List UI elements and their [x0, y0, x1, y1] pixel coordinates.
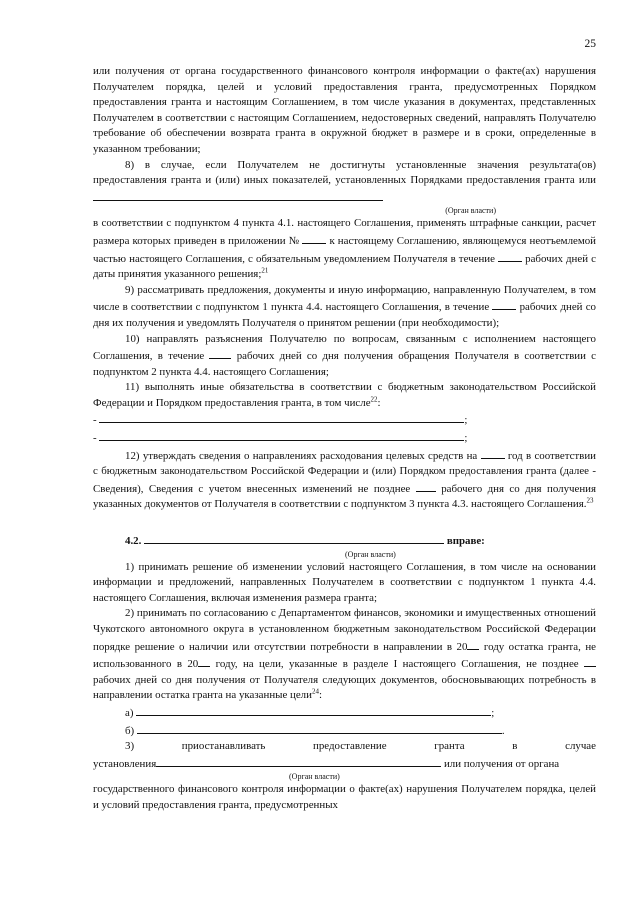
blank-line — [498, 250, 522, 262]
semicolon: ; — [464, 414, 468, 427]
caption-organ-vlasti: (Орган власти) — [445, 206, 496, 216]
section-4-2-heading — [93, 532, 596, 550]
right-3-first-line — [93, 739, 596, 755]
paragraph-10-a: 10) направлять разъяснения Получателю по вопросам, связанным с исполнением настоящего Соглашения, в течение — [93, 332, 596, 363]
paragraph-8-cont-b: к настоящему Соглашению, являющемуся неотъемлемой частью настоящего Соглашения, с обязательным уведомлением Получателя в течение — [93, 234, 597, 265]
period: . — [501, 724, 505, 737]
blank-line — [144, 532, 444, 544]
blank-line — [93, 189, 383, 201]
dash-item-1 — [93, 411, 596, 429]
right-3-word: в — [512, 740, 518, 753]
blank-line — [467, 638, 479, 650]
colon: : — [318, 689, 322, 702]
right-3-word: приостанавливать — [181, 740, 266, 753]
right-2-a: 2) принимать по согласованию с Департаментом финансов, экономики и имущественных отношений Чукотского автономного округа в установленном бюджетным законодательством Российской Федерации порядке решение о наличии или отсутствии потребности в направлении в 20 — [93, 607, 596, 653]
dash-item-2 — [93, 429, 596, 447]
blank-line — [481, 447, 505, 459]
footnote-ref-24: 24 — [311, 687, 319, 696]
right-3-word: предоставление — [313, 740, 387, 753]
paragraph-11-text: 11) выполнять иные обязательства в соответствии с бюджетным законодательством Российской Федерации и Порядком предоставления гранта, в том числе — [93, 381, 596, 409]
paragraph-12-b: год в соответствии с бюджетным законодательством Российской Федерации и (или) Порядком предоставления гранта (далее - Сведения), Сведения с учетом внесенных изменений не позднее — [93, 449, 596, 495]
dash: - — [93, 432, 97, 445]
section-vprave: вправе: — [446, 535, 485, 548]
caption-organ-vlasti: (Орган власти) — [289, 772, 340, 782]
blank-line — [302, 232, 326, 244]
paragraph-12 — [93, 447, 596, 513]
blank-line — [198, 655, 210, 667]
right-3-rest: или получения от органа — [443, 757, 560, 770]
item-letter: а) — [125, 706, 134, 719]
blank-line — [156, 755, 441, 767]
blank-line — [416, 480, 436, 492]
paragraph-10 — [93, 332, 596, 381]
blank-line — [99, 429, 464, 441]
blank-line — [584, 655, 596, 667]
blank-line — [99, 411, 464, 423]
right-3-second-line — [93, 755, 596, 773]
blank-line — [209, 347, 231, 359]
right-3-continued: государственного финансового контроля информации о факте(ах) нарушения Получателем порядка, целей и условий предоставления гранта, предусмотренных — [93, 783, 596, 811]
right-2-c: году, на цели, указанные в разделе I настоящего Соглашения, не позднее — [215, 658, 579, 671]
blank-line — [492, 298, 516, 310]
right-2-d: рабочих дней со дня получения от Получателя следующих документов, обосновывающих потребность в направлении остатка гранта на указанные цели — [93, 673, 596, 702]
paragraph-8-continued — [93, 216, 596, 282]
semicolon: ; — [491, 706, 495, 719]
dash: - — [93, 414, 97, 427]
right-1: 1) принимать решение об изменении условий настоящего Соглашения, в том числе на основании информации и предложений, направленных Получателем в соответствии с подпунктом 1 пункта 4.4. настоящего Соглашения, включая изменения размера гранта; — [93, 560, 596, 604]
list-item-a — [93, 704, 596, 722]
caption-organ-vlasti: (Орган власти) — [345, 549, 396, 559]
footnote-ref-21: 21 — [261, 266, 269, 275]
paragraph-9-b: рабочих дней со дня их получения и уведомлять Получателя о принятом решении (при необходимости); — [93, 301, 596, 329]
paragraph-11: 11) выполнять иные обязательства в соответствии с бюджетным законодательством Российской Федерации и Порядком предоставления гранта, в том числе$^{22}$: — [93, 381, 596, 409]
paragraph-intro: или получения от органа государственного финансового контроля информации о факте(ах) нарушения Получателем порядка, целей и условий предоставления гранта, предусмотренных Порядком предоставления гранта и настоящим Соглашением, в том числе указания в документах, представленных Получателем в соответствии с настоящим Соглашением, недостоверных сведений, направлять Получателю требование об обеспечении возврата гранта в окружной бюджет в размере и в сроки, определенные в указанном требовании; — [93, 65, 596, 155]
paragraph-12-c: рабочего дня со дня получения указанных документов от Получателя в соответствии с подпунктом 3 пункта 4.3. настоящего Соглашения. — [93, 482, 596, 511]
document-body — [93, 64, 596, 814]
right-3-word: 3) — [125, 740, 135, 753]
paragraph-8-cont-c: рабочих дней с даты принятия указанного решения; — [93, 252, 596, 281]
footnote-ref-23: 23 — [586, 496, 594, 505]
section-number: 4.2. — [125, 535, 142, 548]
footnote-ref-22: 22 — [370, 395, 378, 404]
right-3-word: случае — [565, 740, 596, 753]
right-3-word: гранта — [434, 740, 465, 753]
right-2 — [93, 606, 596, 704]
paragraph-10-b: рабочих дней со дня получения обращения Получателя в соответствии с подпунктом 2 пункта 4.4. настоящего Соглашения; — [93, 350, 596, 378]
item-letter: б) — [125, 724, 135, 737]
paragraph-12-a: 12) утверждать сведения о направлениях расходования целевых средств на — [125, 449, 478, 462]
semicolon: ; — [464, 432, 468, 445]
paragraph-8-cont-a: в соответствии с подпунктом 4 пункта 4.1. настоящего Соглашения, применять штрафные санкции, расчет размера которых приведен в приложении № — [93, 217, 596, 247]
right-3-ust: установления — [93, 757, 157, 770]
blank-line — [137, 722, 502, 734]
paragraph-9-a: 9) рассматривать предложения, документы и иную информацию, направленную Получателем, в том числе в соответствии с подпунктом 1 пункта 4.4. настоящего Соглашения, в течение — [93, 283, 596, 314]
paragraph-9 — [93, 283, 596, 332]
page-number: 25 — [584, 38, 596, 50]
paragraph-8 — [93, 158, 596, 207]
blank-line — [136, 704, 491, 716]
paragraph-8-text: 8) в случае, если Получателем не достигнуты установленные значения результата(ов) предоставления гранта и (или) иных показателей, установленных Порядками предоставления гранта или — [93, 158, 596, 187]
right-2-b: году остатка гранта, не использованного в 20 — [93, 640, 596, 671]
list-item-b — [93, 722, 596, 740]
